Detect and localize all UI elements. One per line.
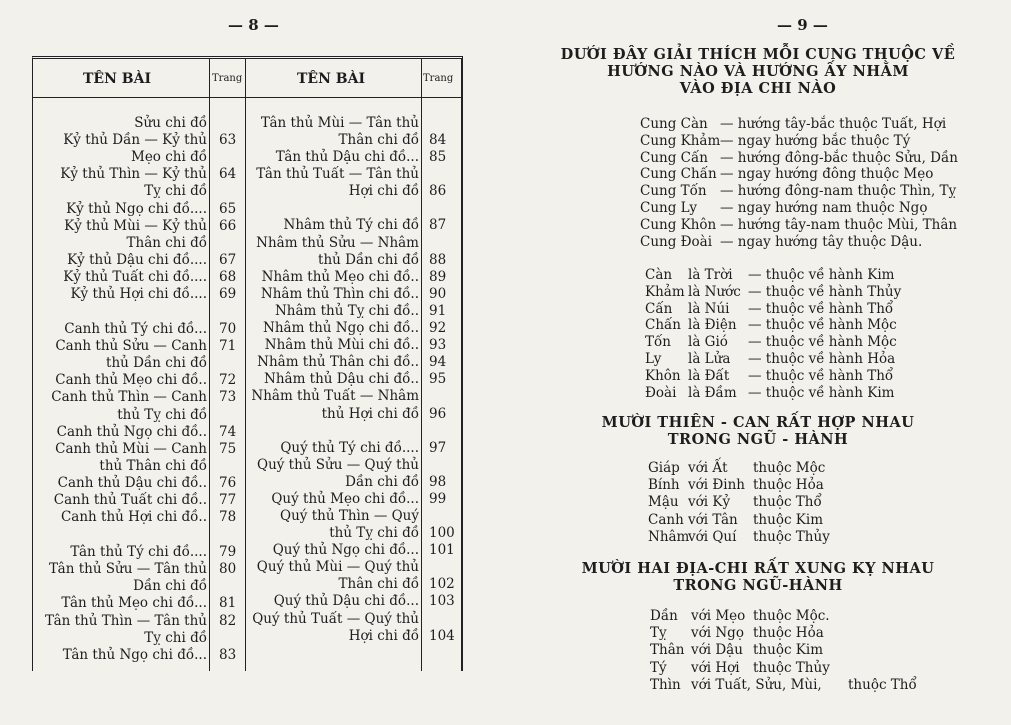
can-element: thuộc Thủy: [753, 528, 830, 545]
hanh-meaning: là Trời: [688, 267, 733, 283]
can-pair: với Đinh: [688, 477, 745, 494]
cung-name: Cung Tốn: [640, 183, 707, 200]
toc-page: 91: [429, 302, 447, 319]
toc-title: Canh thủ Dậu chi đồ..: [57, 474, 207, 491]
right-page: [505, 0, 1011, 725]
toc-row: [251, 269, 419, 285]
toc-page: 84: [429, 132, 447, 149]
section-heading-can: MƯỜI THIÊN - CAN RẤT HỢP NHAU TRONG NGŨ - HÀNH: [601, 414, 915, 448]
toc-row: [251, 166, 419, 182]
toc-title: Quý thủ Mùi — Quý thủ: [256, 559, 419, 576]
hanh-meaning: là Điện: [688, 317, 737, 334]
toc-row: [251, 440, 419, 456]
toc-page: 94: [429, 354, 447, 371]
toc-title: thủ Dần chi đồ: [106, 355, 207, 372]
toc-page: 82: [219, 612, 237, 629]
toc-row: [39, 424, 207, 440]
toc-page: 92: [429, 320, 447, 336]
toc-page: 80: [219, 561, 237, 578]
toc-row: [251, 132, 419, 148]
toc-row: [251, 542, 419, 558]
chi-element: thuộc Thủy: [753, 659, 830, 676]
toc-row: [39, 475, 207, 491]
toc-page: 89: [429, 268, 447, 285]
left-page: [0, 0, 505, 725]
can-pair: với Tân: [688, 511, 738, 528]
cung-name: Cung Khôn: [640, 216, 717, 233]
toc-page: 63: [219, 132, 237, 149]
toc-row: [39, 338, 207, 354]
toc-row: [39, 458, 207, 474]
toc-page: 103: [429, 593, 455, 610]
toc-row: [39, 630, 207, 646]
toc-page: 79: [219, 544, 237, 561]
toc-title: Hợi chi đồ: [348, 183, 419, 200]
toc-row: [251, 149, 419, 165]
toc-row: [251, 183, 419, 199]
toc-title: Thân chi đồ: [126, 234, 207, 251]
can-name: Giáp: [648, 460, 680, 476]
toc-title: Nhâm thủ Ngọ chi đồ..: [263, 320, 419, 336]
toc-row: [39, 166, 207, 182]
toc-title: Tỵ chi đồ: [144, 183, 207, 200]
toc-page: 66: [219, 217, 237, 234]
cung-name: Cung Càn: [640, 116, 708, 132]
col-header-title: TÊN BÀI: [83, 71, 152, 87]
hanh-meaning: là Đất: [688, 367, 730, 384]
hanh-meaning: là Lửa: [688, 351, 731, 367]
toc-page: 71: [219, 338, 237, 355]
chi-pair: với Mẹo: [691, 608, 746, 624]
toc-row: [251, 115, 419, 131]
toc-row: [39, 407, 207, 423]
toc-page: 93: [429, 337, 447, 354]
section-heading-chi: MƯỜI HAI ĐỊA-CHI RẤT XUNG KỴ NHAU TRONG NGŨ-HÀNH: [581, 560, 935, 594]
toc-row: [39, 252, 207, 268]
chi-pair: với Dậu: [691, 642, 743, 659]
toc-title: Quý thủ Dậu chi đồ...: [273, 593, 419, 610]
cung-name: Cung Khảm: [640, 132, 721, 149]
toc-title: Kỷ thủ Mùi — Kỷ thủ: [64, 217, 207, 234]
hanh-element: — thuộc về hành Thổ: [748, 367, 894, 384]
toc-page: 90: [429, 285, 447, 302]
toc-title: thủ Tỵ chi đồ: [117, 406, 207, 423]
cung-desc: — ngay hướng bắc thuộc Tý: [720, 132, 911, 149]
hanh-name: Khôn: [645, 367, 681, 384]
chi-pair: với Tuất, Sửu, Mùi,: [691, 676, 822, 693]
toc-row: [39, 544, 207, 560]
toc-title: thủ Tỵ chi đồ: [329, 525, 419, 541]
can-element: thuộc Kim: [753, 511, 823, 528]
chi-name: Thân: [650, 642, 685, 659]
can-name: Nhâm: [648, 528, 690, 545]
toc-row: [251, 320, 419, 336]
toc-row: [39, 578, 207, 594]
toc-title: Kỷ thủ Dậu chi đồ....: [67, 251, 207, 268]
toc-title: Quý thủ Mẹo chi đồ...: [271, 490, 419, 507]
toc-page: 77: [219, 492, 237, 508]
toc-page: 99: [429, 490, 447, 507]
toc-row: [39, 509, 207, 525]
col-header-title-2: TÊN BÀI: [297, 71, 366, 87]
toc-title: Mẹo chi đồ: [131, 149, 207, 166]
hanh-element: — thuộc về hành Thổ: [748, 300, 894, 317]
can-element: thuộc Mộc: [753, 460, 826, 476]
hanh-element: — thuộc về hành Mộc: [748, 317, 897, 334]
page-number: — 8 —: [228, 16, 279, 34]
col-header-page: Trang: [212, 73, 243, 84]
toc-title: Quý thủ Thìn — Quý: [280, 507, 419, 524]
hanh-name: Khảm: [645, 283, 685, 300]
chi-pair: với Hợi: [691, 659, 740, 676]
section-heading-cung: DƯỚI ĐÂY GIẢI THÍCH MỖI CUNG THUỘC VỀ HƯỚNG NÀO VÀ HƯỚNG ẤY NHẰM VÀO ĐỊA CHI NÀO: [560, 46, 956, 97]
toc-row: [251, 593, 419, 609]
toc-title: Quý thủ Tuất — Quý thủ: [252, 610, 419, 627]
toc-page: 78: [219, 509, 237, 526]
toc-page: 81: [219, 595, 237, 612]
toc-title: thủ Thân chi đồ: [99, 457, 207, 474]
toc-row: [251, 217, 419, 233]
toc-page: 85: [429, 149, 447, 166]
toc-page: 69: [219, 286, 237, 302]
toc-title: Hợi chi đồ: [348, 627, 419, 644]
toc-page: 100: [429, 525, 455, 541]
toc-title: Quý thủ Ngọ chi đồ...: [272, 542, 419, 559]
toc-row: [39, 613, 207, 629]
toc-title: Nhâm thủ Tuất — Nhâm: [251, 388, 419, 405]
toc-title: Nhâm thủ Thìn chi đồ..: [260, 285, 419, 302]
toc-title: Tân thủ Mùi — Tân thủ: [260, 115, 419, 131]
toc-row: [251, 559, 419, 575]
toc-page: 65: [219, 200, 237, 217]
toc-row: [251, 303, 419, 319]
toc-page: 76: [219, 474, 237, 491]
toc-row: [251, 525, 419, 541]
cung-desc: — hướng tây-bắc thuộc Tuất, Hợi: [720, 116, 947, 132]
toc-title: Thân chi đồ: [338, 132, 419, 149]
toc-title: Nhâm thủ Sửu — Nhâm: [256, 234, 419, 251]
can-name: Mậu: [648, 494, 679, 511]
chi-pair: với Ngọ: [691, 625, 744, 642]
toc-row: [251, 388, 419, 404]
toc-page: 64: [219, 166, 237, 183]
toc-row: [251, 457, 419, 473]
toc-title: Nhâm thủ Thân chi đồ..: [257, 354, 419, 371]
chi-element: thuộc Hỏa: [753, 625, 824, 642]
toc-title: Nhâm thủ Mẹo chi đồ..: [261, 268, 419, 285]
toc-title: Tân thủ Tý chi đồ....: [70, 544, 207, 561]
toc-title: Quý thủ Tý chi đồ....: [280, 439, 419, 456]
toc-row: [39, 235, 207, 251]
toc-row: [39, 115, 207, 131]
toc-title: thủ Dần chi đồ: [318, 251, 419, 268]
cung-desc: — hướng tây-nam thuộc Mùi, Thân: [720, 216, 958, 233]
toc-title: Tân thủ Sửu — Tân thủ: [49, 561, 207, 578]
hanh-name: Đoài: [645, 384, 677, 401]
hanh-element: — thuộc về hành Kim: [748, 384, 895, 401]
chi-element: thuộc Kim: [753, 642, 823, 659]
toc-row: [39, 321, 207, 337]
cung-name: Cung Đoài: [640, 233, 713, 250]
toc-row: [251, 508, 419, 524]
page-number: — 9 —: [777, 16, 828, 34]
toc-page: 72: [219, 372, 237, 389]
toc-title: Kỷ thủ Dần — Kỷ thủ: [63, 132, 207, 149]
can-pair: với Ất: [688, 460, 728, 476]
toc-row: [251, 286, 419, 302]
cung-name: Cung Ly: [640, 200, 698, 216]
hanh-element: — thuộc về hành Kim: [748, 267, 895, 283]
toc-row: [251, 406, 419, 422]
toc-title: Canh thủ Mẹo chi đồ..: [55, 372, 207, 389]
toc-title: Nhâm thủ Tỵ chi đồ..: [274, 302, 419, 319]
hanh-element: — thuộc về hành Thủy: [748, 283, 902, 300]
hanh-name: Càn: [645, 267, 673, 283]
toc-title: Tân thủ Ngọ chi đồ...: [62, 646, 207, 663]
toc-title: Canh thủ Tuất chi đồ..: [53, 492, 207, 508]
toc-row: [251, 491, 419, 507]
hanh-meaning: là Gió: [688, 334, 728, 351]
cung-desc: — hướng đông-bắc thuộc Sửu, Dần: [720, 149, 958, 166]
toc-title: Canh thủ Thìn — Canh: [51, 389, 207, 406]
toc-row: [39, 561, 207, 577]
toc-page: 95: [429, 371, 447, 388]
toc-title: Quý thủ Sửu — Quý thủ: [257, 456, 419, 473]
toc-title: Canh thủ Sửu — Canh: [55, 338, 207, 355]
toc-title: Kỷ thủ Ngọ chi đồ....: [66, 200, 207, 217]
toc-row: [251, 628, 419, 644]
toc-title: Kỷ thủ Thìn — Kỷ thủ: [60, 166, 207, 183]
toc-page: 96: [429, 405, 447, 422]
can-element: thuộc Thổ: [753, 494, 822, 511]
toc-row: [251, 371, 419, 387]
toc-page: 97: [429, 439, 447, 456]
cung-desc: — ngay hướng tây thuộc Dậu.: [720, 233, 923, 250]
toc-row: [39, 132, 207, 148]
toc-page: 102: [429, 576, 455, 593]
can-name: Canh: [648, 511, 684, 528]
can-element: thuộc Hỏa: [753, 477, 824, 494]
toc-row: [251, 235, 419, 251]
toc-row: [39, 595, 207, 611]
toc-table: [32, 56, 463, 671]
toc-title: Kỷ thủ Hợi chi đồ....: [70, 286, 207, 302]
toc-title: Dần chi đồ: [345, 473, 419, 490]
toc-row: [251, 337, 419, 353]
toc-page: 67: [219, 251, 237, 268]
toc-row: [39, 218, 207, 234]
toc-page: 83: [219, 646, 237, 663]
toc-row: [39, 149, 207, 165]
chi-element: thuộc Mộc.: [753, 608, 830, 624]
toc-row: [39, 372, 207, 388]
hanh-meaning: là Núi: [688, 300, 730, 317]
chi-name: Dần: [650, 608, 678, 624]
cung-name: Cung Chấn: [640, 166, 717, 183]
toc-title: Canh thủ Ngọ chi đồ..: [56, 423, 207, 440]
toc-row: [251, 474, 419, 490]
toc-title: Tân thủ Mẹo chi đồ...: [61, 595, 207, 612]
hanh-meaning: là Đầm: [688, 384, 737, 401]
chi-name: Tỵ: [650, 625, 667, 642]
hanh-meaning: là Nước: [688, 283, 741, 300]
toc-row: [39, 286, 207, 302]
cung-desc: — hướng đông-nam thuộc Thìn, Tỵ: [720, 183, 957, 200]
toc-title: Canh thủ Hợi chi đồ..: [60, 509, 207, 526]
toc-row: [39, 492, 207, 508]
toc-row: [39, 355, 207, 371]
toc-title: Tỵ chi đồ: [144, 629, 207, 646]
cung-desc: — ngay hướng đông thuộc Mẹo: [720, 166, 934, 183]
toc-title: Thân chi đồ: [338, 576, 419, 593]
toc-title: Sửu chi đồ: [134, 115, 207, 131]
hanh-name: Tốn: [645, 334, 671, 351]
toc-title: Canh thủ Mùi — Canh: [55, 440, 207, 457]
toc-row: [251, 354, 419, 370]
chi-element: thuộc Thổ: [848, 676, 917, 693]
toc-title: Kỷ thủ Tuất chi đồ....: [63, 268, 207, 285]
toc-title: Nhâm thủ Mùi chi đồ..: [264, 337, 419, 354]
toc-page: 73: [219, 389, 237, 406]
cung-desc: — ngay hướng nam thuộc Ngọ: [720, 200, 928, 216]
toc-page: 104: [429, 627, 455, 644]
toc-row: [39, 201, 207, 217]
hanh-name: Chấn: [645, 317, 681, 334]
toc-title: thủ Hợi chi đồ: [321, 405, 419, 422]
toc-page: 87: [429, 217, 447, 234]
hanh-name: Cấn: [645, 300, 673, 317]
toc-row: [251, 576, 419, 592]
chi-name: Thìn: [650, 676, 681, 693]
hanh-element: — thuộc về hành Mộc: [748, 334, 897, 351]
toc-page: 70: [219, 321, 237, 337]
toc-title: Canh thủ Tý chi đồ...: [64, 321, 207, 337]
toc-title: Tân thủ Tuất — Tân thủ: [256, 166, 419, 183]
toc-title: Nhâm thủ Tý chi đồ: [283, 217, 419, 234]
col-header-page-2: Trang: [423, 73, 454, 84]
hanh-name: Ly: [645, 351, 662, 367]
toc-page: 86: [429, 183, 447, 200]
toc-row: [39, 441, 207, 457]
toc-row: [251, 611, 419, 627]
toc-title: Nhâm thủ Dậu chi đồ..: [264, 371, 419, 388]
toc-row: [39, 389, 207, 405]
chi-name: Tý: [650, 659, 667, 676]
toc-title: Dần chi đồ: [133, 578, 207, 595]
toc-row: [39, 647, 207, 663]
toc-row: [39, 183, 207, 199]
can-pair: với Kỷ: [688, 494, 731, 511]
toc-row: [251, 252, 419, 268]
toc-page: 101: [429, 542, 455, 559]
hanh-element: — thuộc về hành Hỏa: [748, 351, 896, 367]
toc-title: Tân thủ Thìn — Tân thủ: [44, 612, 207, 629]
toc-page: 68: [219, 268, 237, 285]
toc-page: 75: [219, 440, 237, 457]
toc-row: [39, 269, 207, 285]
toc-page: 74: [219, 423, 237, 440]
toc-page: 88: [429, 251, 447, 268]
can-name: Bính: [648, 477, 680, 494]
toc-page: 98: [429, 473, 447, 490]
cung-name: Cung Cấn: [640, 149, 708, 166]
toc-title: Tân thủ Dậu chi đồ...: [275, 149, 419, 166]
can-pair: với Quí: [688, 528, 737, 545]
